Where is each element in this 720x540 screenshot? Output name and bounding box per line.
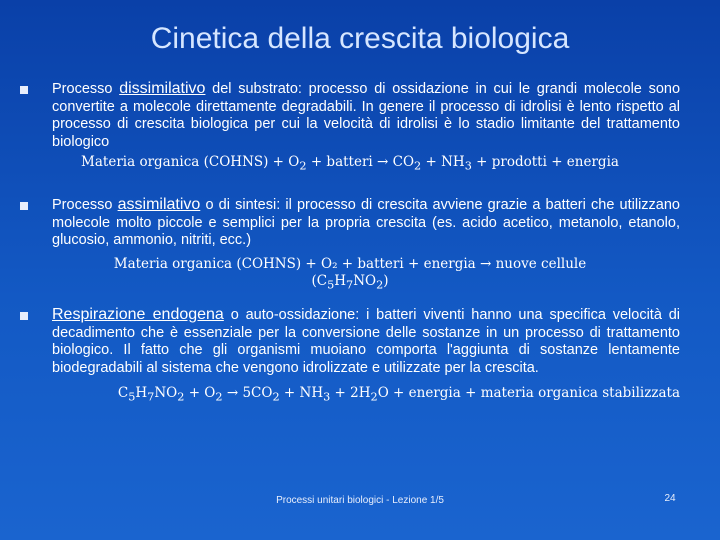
equation-dissimilative: [20, 154, 680, 175]
bullet-prefix: Processo: [52, 81, 113, 97]
bullet-square-icon: [20, 86, 28, 94]
slide-footer: Processi unitari biologici - Lezione 1/5: [276, 495, 444, 506]
eq-part: NO: [154, 385, 178, 401]
eq-part: Materia organica (COHNS) + O: [81, 154, 300, 170]
eq-part: → 5CO: [222, 385, 273, 401]
eq-sub: 3: [323, 390, 331, 404]
eq-sub: 2: [177, 390, 185, 404]
eq-sub: 2: [215, 390, 223, 404]
bullet-square-icon: [20, 312, 28, 320]
bullet-text: [52, 196, 680, 250]
eq-part: C: [117, 385, 129, 401]
eq-sub: 2: [376, 278, 384, 292]
eq-part: + 2H: [330, 385, 371, 401]
eq-sub: 5: [327, 278, 335, 292]
eq-part: O + energia + materia organica stabilizzata: [377, 385, 680, 401]
bullet-dissimilative: [20, 80, 680, 175]
eq-sub: 3: [464, 159, 472, 173]
bullet-body: o di sintesi: il processo di crescita avviene grazie a batteri che utilizzano molecole molto piccole e semplici per la propria crescita (es. acido acetico, metanolo, etanolo, glucosio, ammonio, nitriti, ecc.): [52, 197, 680, 248]
eq-sub: 2: [272, 390, 280, 404]
bullet-square-icon: [20, 202, 28, 210]
bullet-term: dissimilativo: [119, 80, 206, 97]
eq-part: H: [334, 272, 347, 289]
bullet-term: assimilativo: [117, 196, 201, 213]
eq-part: + NH: [421, 154, 465, 170]
eq-part: + batteri → CO: [306, 154, 415, 170]
eq-sub: 2: [370, 390, 378, 404]
eq-part: NO: [353, 272, 377, 289]
eq-part: ): [383, 272, 389, 289]
eq-sub: 7: [147, 390, 155, 404]
eq-sub: 2: [299, 159, 307, 173]
bullet-text: [52, 306, 680, 377]
equation-endogenous: [20, 385, 680, 406]
bullet-body: o auto-ossidazione: i batteri viventi hanno una specifica velocità di decadimento che è essenziale per la conversione delle sostanze in un processo di trattamento biologico. Il fatto che gli organismi muoiano comporta l'aggiunta di sostanze lentamente biodegradabili al sistema che vengono idrolizzate e utilizzate per la crescita.: [52, 307, 681, 376]
eq-part: H: [135, 385, 148, 401]
eq-sub: 7: [346, 278, 354, 292]
eq-part: + prodotti + energia: [471, 154, 619, 170]
eq-part: + O: [184, 385, 216, 401]
bullet-text: [52, 80, 680, 151]
bullet-endogenous: [20, 306, 680, 406]
eq-sub: 2: [414, 159, 422, 173]
bullet-assimilative: [20, 196, 680, 293]
page-number: 24: [664, 493, 676, 504]
eq-part: + NH: [279, 385, 324, 401]
eq-sub: 5: [128, 390, 136, 404]
bullet-term: Respirazione endogena: [52, 306, 224, 323]
bullet-prefix: Processo: [52, 197, 113, 213]
slide-title: Cinetica della crescita biologica: [150, 22, 570, 55]
eq-line-1: Materia organica (COHNS) + O₂ + batteri + energia → nuove cellule: [113, 255, 587, 272]
bullet-body: del substrato: processo di ossidazione in cui le grandi molecole sono convertite a molecole direttamente degradabili. In genere il processo di idrolisi è lento rispetto al processo di crescita biologica per cui la velocità di idrolisi è lo stadio limitante del trattamento biologico: [52, 81, 681, 150]
eq-part: (C: [311, 272, 328, 289]
equation-assimilative: [20, 256, 680, 294]
eq-line-2: [20, 273, 680, 294]
